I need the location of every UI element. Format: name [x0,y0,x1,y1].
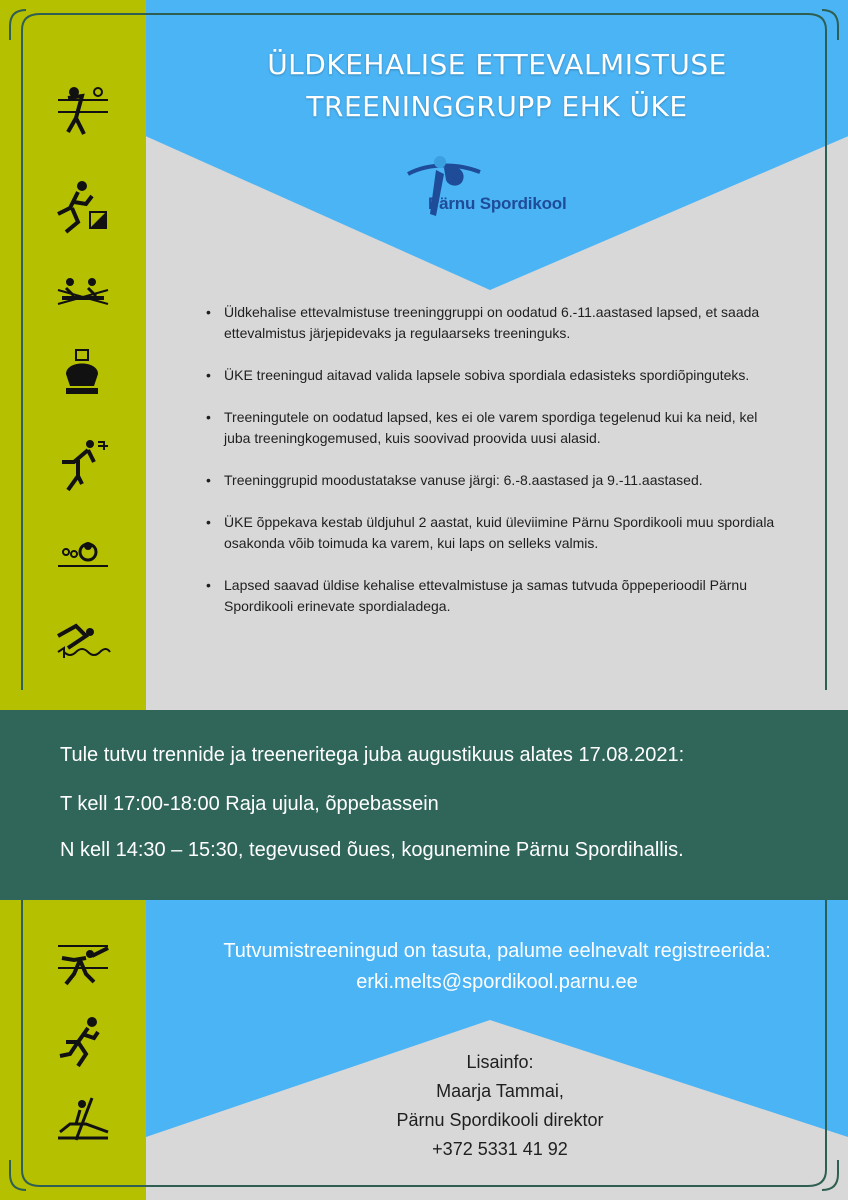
schedule-line-2: N kell 14:30 – 15:30, tegevused õues, kogunemine Pärnu Spordihallis. [60,839,684,861]
list-item: • Treeningutele on oodatud lapsed, kes ei ole varem spordiga tegelenud kui ka neid, kel juba treeningkogemused, kuis soovivad proovida uusi alasid. [206,407,786,449]
chess-icon [52,346,114,404]
fencing-icon [52,934,114,992]
list-item: • ÜKE õppekava kestab üldjuhul 2 aastat, kuid üleviimine Pärnu Spordikooli muu spordiala osakonda võib toimuda ka varem, kui laps on selleks valmis. [206,512,786,554]
title-line-2: TREENINGGRUPP EHK ÜKE [306,90,688,123]
list-item: • ÜKE treeningud aitavad valida lapsele sobiva spordiala edasisteks spordiõpinguteks. [206,365,786,386]
registration-block [146,936,848,998]
swimming-icon [52,612,114,670]
schedule-intro: Tule tutvu trennide ja treeneritega juba augustikuus alates 17.08.2021: [60,744,685,766]
contact-role: Pärnu Spordikooli direktor [396,1110,604,1130]
canoe-icon [52,1094,114,1152]
logo-figure-icon [400,152,580,232]
page-title [146,44,848,128]
list-item: • Üldkehalise ettevalmistuse treeninggruppi on oodatud 6.-11.aastased lapsed, et saada ettevalmistus järjepidevaks ja regulaarseks treeninguks. [206,302,786,344]
contact-label: Lisainfo: [466,1052,534,1072]
registration-text: Tutvumistreeningud on tasuta, palume eelnevalt registreerida: [223,940,771,962]
contact-phone: +372 5331 41 92 [432,1139,568,1159]
info-list [206,302,786,638]
orienteering-icon [52,178,114,236]
registration-email[interactable]: erki.melts@spordikool.parnu.ee [356,971,638,993]
schedule-line-1: T kell 17:00-18:00 Raja ujula, õppebassein [60,793,439,815]
logo-text: Pärnu Spordikool [428,194,567,213]
list-item: • Lapsed saavad üldise kehalise ettevalmistuse ja samas tutvuda õppeperioodil Pärnu Spordikooli erinevate spordialadega. [206,575,786,617]
boccia-icon [52,532,114,590]
rowing-icon [52,268,114,326]
title-line-1: ÜLDKEHALISE ETTEVALMISTUSE [267,48,727,81]
running-icon [52,1012,114,1070]
contact-name: Maarja Tammai, [436,1081,564,1101]
volleyball-icon [52,82,114,140]
basketball-icon [52,436,114,494]
contact-block [340,1048,660,1164]
list-item: • Treeninggrupid moodustatakse vanuse järgi: 6.-8.aastased ja 9.-11.aastased. [206,470,786,491]
schedule-band [0,710,848,900]
